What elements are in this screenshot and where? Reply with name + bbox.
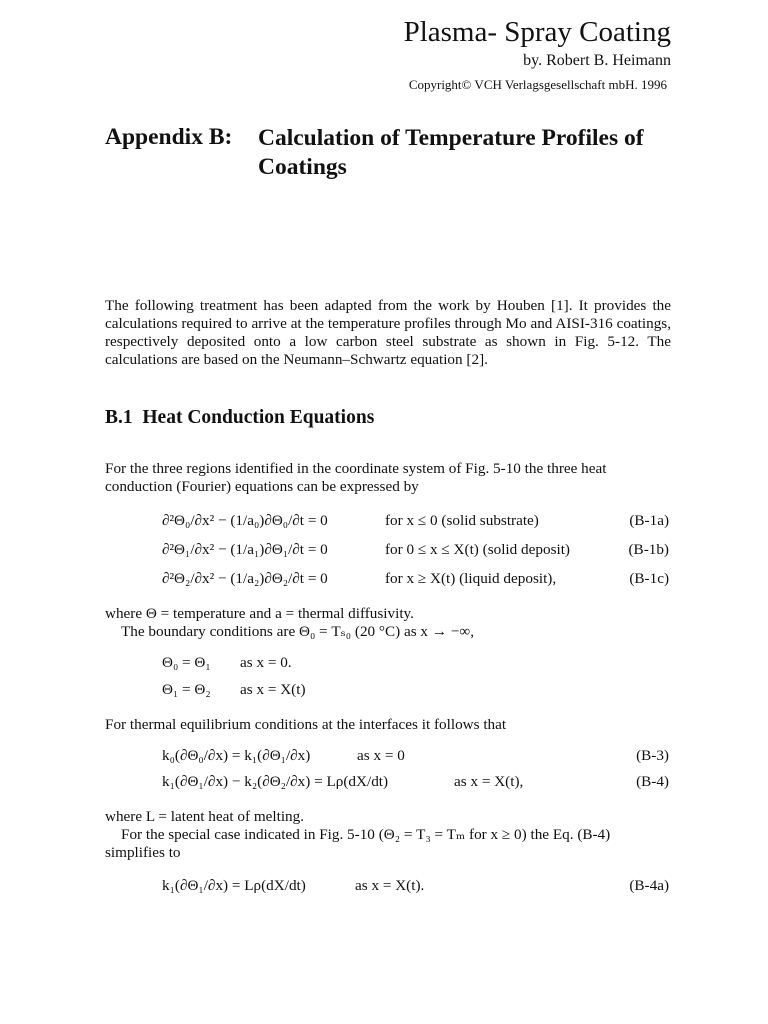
appendix-title: Calculation of Temperature Profiles of Coatings [258,125,644,180]
equation-condition: for 0 ≤ x ≤ X(t) (solid deposit) [385,541,570,558]
boundary-condition: as x = X(t) [240,681,306,698]
equation-condition: as x = 0 [357,747,405,764]
appendix-label: Appendix B: [105,124,233,150]
book-title: Plasma- Spray Coating [403,16,671,48]
equation-b4: k₁(∂Θ₁/∂x) − k₂(∂Θ₂/∂x) = Lρ(dX/dt) [162,773,389,790]
equation-condition: for x ≥ X(t) (liquid deposit), [385,570,557,587]
equation-b1b [162,541,328,559]
equation-b4a: k₁(∂Θ₁/∂x) = Lρ(dX/dt) [162,877,306,894]
copyright-line: Copyright© VCH Verlagsgesellschaft mbH. 1996 [408,77,667,92]
equation-condition: for x ≤ 0 (solid substrate) [385,512,539,529]
section-number: B.1 [105,407,133,428]
where-latent-heat: where L = latent heat of melting. [105,808,305,825]
boundary-expr: Θ₁ = Θ₂ [162,681,211,698]
equation-expr: ∂²Θ₁/∂x² − (1/a₁)∂Θ₁/∂t = 0 [162,541,328,558]
special-case-paragraph: For the special case indicated in Fig. 5-10 (Θ₂ = T₃ = Tₘ for x ≥ 0) the Eq. (B-4) simplifies to [105,826,611,861]
boundary-condition: as x = 0. [240,654,292,671]
boundary-intro: The boundary conditions are Θ₀ = Tₛ₀ (20 °C) as x → −∞, [121,623,474,640]
equation-b1c [162,570,328,588]
equation-number: (B-4) [636,773,669,790]
equation-b3: k₀(∂Θ₀/∂x) = k₁(∂Θ₁/∂x) [162,747,311,764]
equation-b1a [162,512,328,530]
boundary-expr: Θ₀ = Θ₁ [162,654,211,671]
equation-expr: ∂²Θ₀/∂x² − (1/a₀)∂Θ₀/∂t = 0 [162,512,328,529]
where-thermal-diffusivity: where Θ = temperature and a = thermal diffusivity. [105,605,414,622]
conduction-paragraph: For the three regions identified in the coordinate system of Fig. 5-10 the three heat conduction (Fourier) equations can be expressed by [105,460,607,495]
equation-expr: ∂²Θ₂/∂x² − (1/a₂)∂Θ₂/∂t = 0 [162,570,328,587]
intro-paragraph: The following treatment has been adapted from the work by Houben [1]. It provides the calculations required to arrive at the temperature profiles through Mo and AISI-316 coatings, respectively deposited onto a low carbon steel substrate as shown in Fig. 5-12. The calculations are based on the Neumann–Schwartz equation [2]. [105,297,671,368]
equation-number: (B-3) [636,747,669,764]
author-line: by. Robert B. Heimann [523,52,671,69]
section-title: Heat Conduction Equations [142,407,375,428]
section-heading [105,407,374,429]
equation-number: (B-1a) [629,512,669,529]
equation-condition: as x = X(t), [454,773,524,790]
equation-condition: as x = X(t). [355,877,425,894]
equation-number: (B-1b) [628,541,669,558]
equation-number: (B-1c) [629,570,669,587]
equation-number: (B-4a) [629,877,669,894]
equilibrium-paragraph: For thermal equilibrium conditions at the interfaces it follows that [105,716,507,733]
